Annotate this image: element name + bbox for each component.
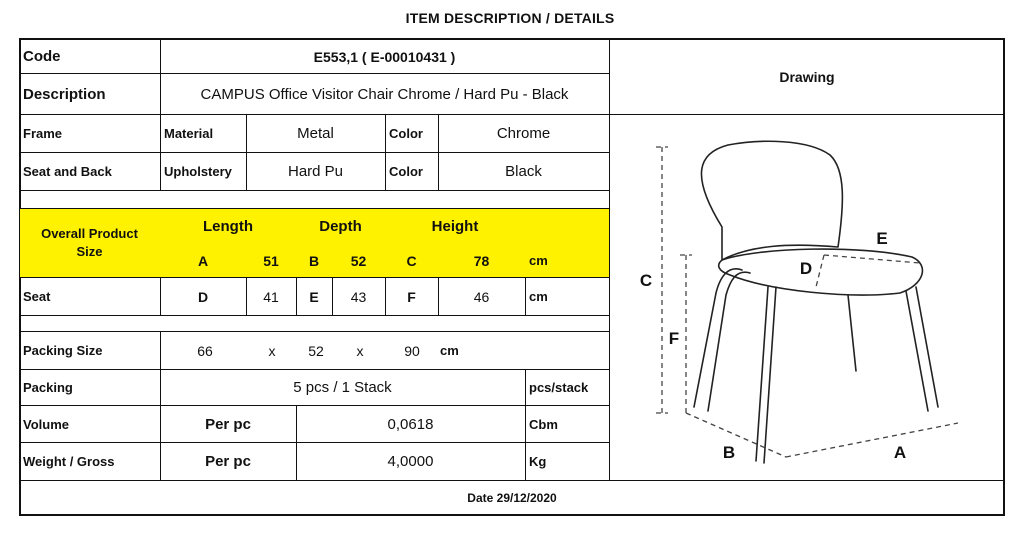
packing-size-unit: cm xyxy=(440,343,459,358)
weight-unit: Kg xyxy=(529,454,547,469)
dim-c-letter: C xyxy=(406,252,417,269)
diagram-label-c: C xyxy=(639,271,653,290)
volume-unit: Cbm xyxy=(529,416,558,432)
diagram-label-a: A xyxy=(893,443,907,462)
material-value: Metal xyxy=(297,125,334,142)
drawing-header: Drawing xyxy=(779,69,835,85)
chair-leg-back-right-inner xyxy=(916,287,938,407)
dim-d-value: 41 xyxy=(263,288,279,305)
depth-header: Depth xyxy=(319,217,362,235)
seat-label: Seat xyxy=(23,289,51,304)
volume-label: Volume xyxy=(23,416,69,432)
dim-line-d xyxy=(816,255,824,287)
seat-color-value: Black xyxy=(505,163,542,180)
dim-b-letter: B xyxy=(308,252,320,269)
overall-unit: cm xyxy=(529,253,548,268)
volume-value: 0,0618 xyxy=(387,415,434,433)
dim-line-b xyxy=(686,413,786,457)
packing-x2: x xyxy=(356,342,364,359)
dim-c-value: 78 xyxy=(473,252,490,269)
upholstery-value: Hard Pu xyxy=(287,163,344,180)
dim-e-letter: E xyxy=(309,288,319,305)
code-label: Code xyxy=(23,48,61,65)
diagram-label-b: B xyxy=(722,443,736,462)
weight-label: Weight / Gross xyxy=(23,454,115,469)
date-footer: Date 29/12/2020 xyxy=(467,491,557,505)
packing-unit: pcs/stack xyxy=(529,380,589,395)
packing-length: 66 xyxy=(197,342,213,359)
dim-a-letter: A xyxy=(197,252,209,269)
overall-size-label-line1: Overall Product xyxy=(41,226,138,241)
frame-color-label: Color xyxy=(389,126,423,141)
code-value: E553,1 ( E-00010431 ) xyxy=(313,48,456,65)
chair-leg-back-left xyxy=(848,295,856,371)
frame-color-value: Chrome xyxy=(496,125,551,142)
dim-a-value: 51 xyxy=(263,252,279,269)
diagram-label-f: F xyxy=(668,329,680,348)
weight-per: Per pc xyxy=(205,453,251,470)
dim-line-a xyxy=(786,423,958,457)
packing-value: 5 pcs / 1 Stack xyxy=(293,379,392,396)
frame-label: Frame xyxy=(23,126,63,141)
overall-size-label-line2: Size xyxy=(76,244,103,259)
dim-f-letter: F xyxy=(407,288,416,305)
volume-per: Per pc xyxy=(205,415,251,433)
dim-d-letter: D xyxy=(197,288,209,305)
diagram-label-e: E xyxy=(876,229,888,248)
packing-width: 52 xyxy=(308,342,324,359)
weight-value: 4,0000 xyxy=(387,453,434,470)
material-label: Material xyxy=(164,126,214,141)
dim-e-value: 43 xyxy=(350,288,367,305)
packing-height: 90 xyxy=(404,342,420,359)
description-value: CAMPUS Office Visitor Chair Chrome / Hard Pu - Black xyxy=(200,85,569,103)
chair-drawing xyxy=(610,115,1004,480)
length-header: Length xyxy=(203,217,253,235)
packing-x1: x xyxy=(268,342,276,359)
height-header: Height xyxy=(431,217,479,235)
dim-f-value: 46 xyxy=(473,288,490,305)
diagram-label-d: D xyxy=(799,259,813,278)
overall-size-label xyxy=(19,209,160,277)
packing-label: Packing xyxy=(23,380,73,395)
chair-diagram-svg xyxy=(610,115,1004,480)
dim-b-value: 52 xyxy=(350,252,367,269)
seat-color-label: Color xyxy=(389,164,423,179)
upholstery-label: Upholstery xyxy=(164,164,232,179)
seat-back-label: Seat and Back xyxy=(23,164,112,179)
document-title: ITEM DESCRIPTION / DETAILS xyxy=(405,10,615,26)
description-label: Description xyxy=(23,85,106,103)
chair-frame-left xyxy=(694,269,742,407)
packing-size-label: Packing Size xyxy=(23,343,103,358)
chair-leg-back-right xyxy=(906,291,928,411)
chair-backrest xyxy=(701,141,842,260)
seat-unit: cm xyxy=(529,289,548,304)
chair-frame-left-inner xyxy=(708,272,750,411)
